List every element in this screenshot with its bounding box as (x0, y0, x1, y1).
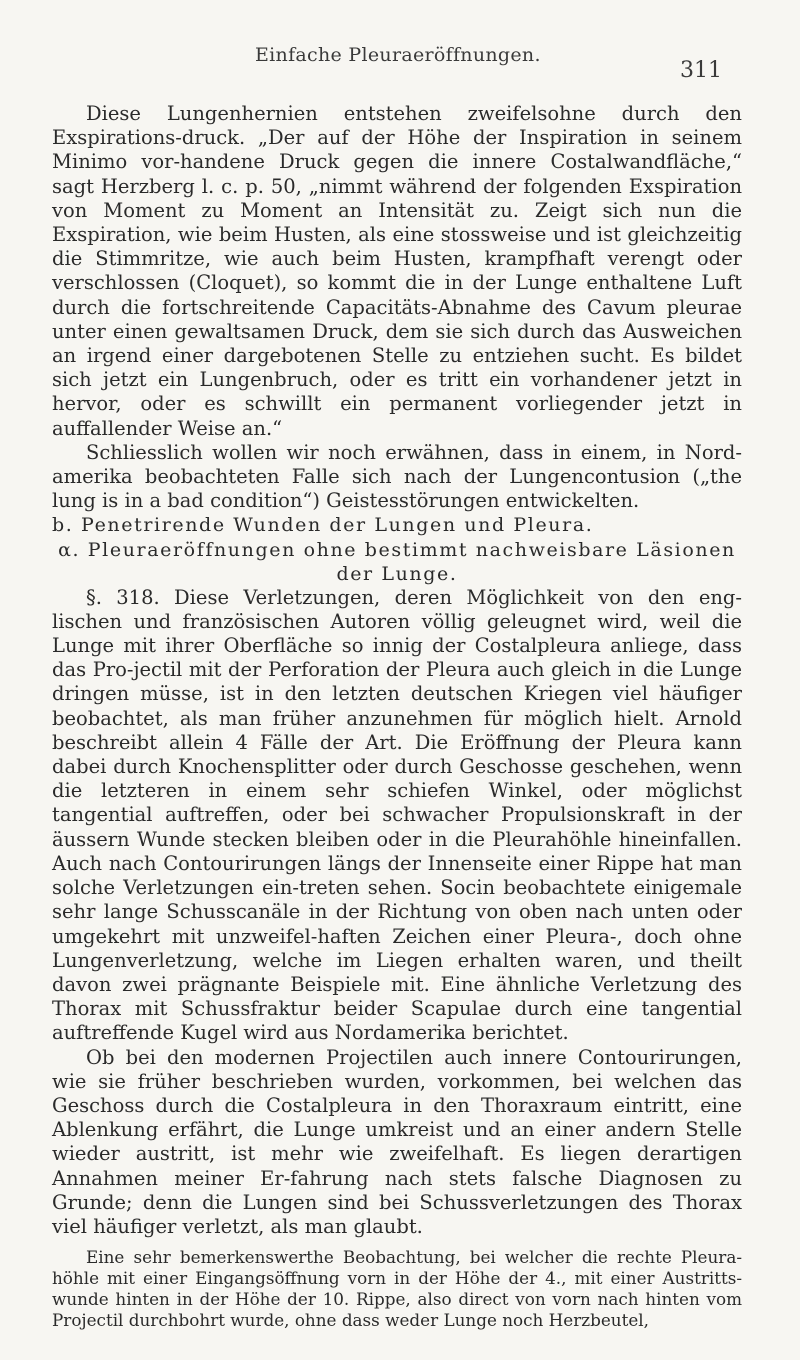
body-text (52, 102, 742, 1331)
section-heading: b. Penetrirende Wunden der Lungen und Pleura. (52, 514, 594, 537)
paragraph: Diese Lungenhernien entstehen zweifelsohne durch den Exspirations-druck. „Der auf der Höhe der Inspiration in seinem Minimo vor-handene Druck gegen die innere Costalwandfläche,“ sagt Herzberg l. c. p. 50, „nimmt während der folgenden Exspiration von Moment zu Moment an Intensität zu. Zeigt sich nun die Exspiration, wie beim Husten, als eine stossweise und ist gleichzeitig die Stimmritze, wie auch beim Husten, krampfhaft verengt oder verschlossen (Cloquet), so kommt die in der Lunge enthaltene Luft durch die fortschreitende Capacitäts-Abnahme des Cavum pleurae unter einen gewaltsamen Druck, dem sie sich durch das Ausweichen an irgend einer dargebotenen Stelle zu entziehen sucht. Es bildet sich jetzt ein Lungenbruch, oder es tritt ein vorhandener jetzt in hervor, oder es schwillt ein permanent vorliegender jetzt in auffallender Weise an.“ (52, 102, 742, 440)
paragraph: §. 318. Diese Verletzungen, deren Möglichkeit von den eng-lischen und französischen Autoren völlig geleugnet wird, weil die Lunge mit ihrer Oberfläche so innig der Costalpleura anliege, dass das Pro-jectil mit der Perforation der Pleura auch gleich in die Lunge dringen müsse, ist in den letzten deutschen Kriegen viel häufiger beobachtet, als man früher anzunehmen für möglich hielt. Arnold beschreibt allein 4 Fälle der Art. Die Eröffnung der Pleura kann dabei durch Knochensplitter oder durch Geschosse geschehen, wenn die letzteren in einem sehr schiefen Winkel, oder möglichst tangential auftreffen, oder bei schwacher Propulsionskraft in der äussern Wunde stecken bleiben oder in die Pleurahöhle hineinfallen. Auch nach Contourirungen längs der Innenseite einer Rippe hat man solche Verletzungen ein-treten sehen. Socin beobachtete einigemale sehr lange Schusscanäle in der Richtung von oben nach unten oder umgekehrt mit unzweifel-haften Zeichen einer Pleura-, doch ohne Lungenverletzung, welche im Liegen erhalten waren, und theilt davon zwei prägnante Beispiele mit. Eine ähnliche Verletzung des Thorax mit Schussfraktur beider Scapulae durch eine tangential auftreffende Kugel wird aus Nordamerika berichtet. (52, 585, 742, 1045)
page-number: 311 (680, 58, 722, 83)
subsection-heading: α. Pleuraeröffnungen ohne bestimmt nachweisbare Läsionen der Lunge. (58, 538, 736, 585)
note-paragraph: Eine sehr bemerkenswerthe Beobachtung, bei welcher die rechte Pleura-höhle mit einer Eingangsöffnung vorn in der Höhe der 4., mit einer Austritts-wunde hinten in der Höhe der 10. Rippe, also direct von vorn nach hinten vom Projectil durchbohrt wurde, ohne dass weder Lunge noch Herzbeutel, (52, 1247, 742, 1331)
paragraph: Schliesslich wollen wir noch erwähnen, dass in einem, in Nord-amerika beobachteten Falle sich nach der Lungencontusion („the lung is in a bad condition“) Geistesstörungen entwickelten. (52, 440, 742, 513)
paragraph: Ob bei den modernen Projectilen auch innere Contourirungen, wie sie früher beschrieben wurden, vorkommen, bei welchen das Geschoss durch die Costalpleura in den Thoraxraum eintritt, eine Ablenkung erfährt, die Lunge umkreist und an einer andern Stelle wieder austritt, ist mehr wie zweifelhaft. Es liegen derartigen Annahmen meiner Er-fahrung nach stets falsche Diagnosen zu Grunde; denn die Lungen sind bei Schussverletzungen des Thorax viel häufiger verletzt, als man glaubt. (52, 1045, 742, 1238)
running-head: Einfache Pleuraeröffnungen. (255, 44, 541, 66)
